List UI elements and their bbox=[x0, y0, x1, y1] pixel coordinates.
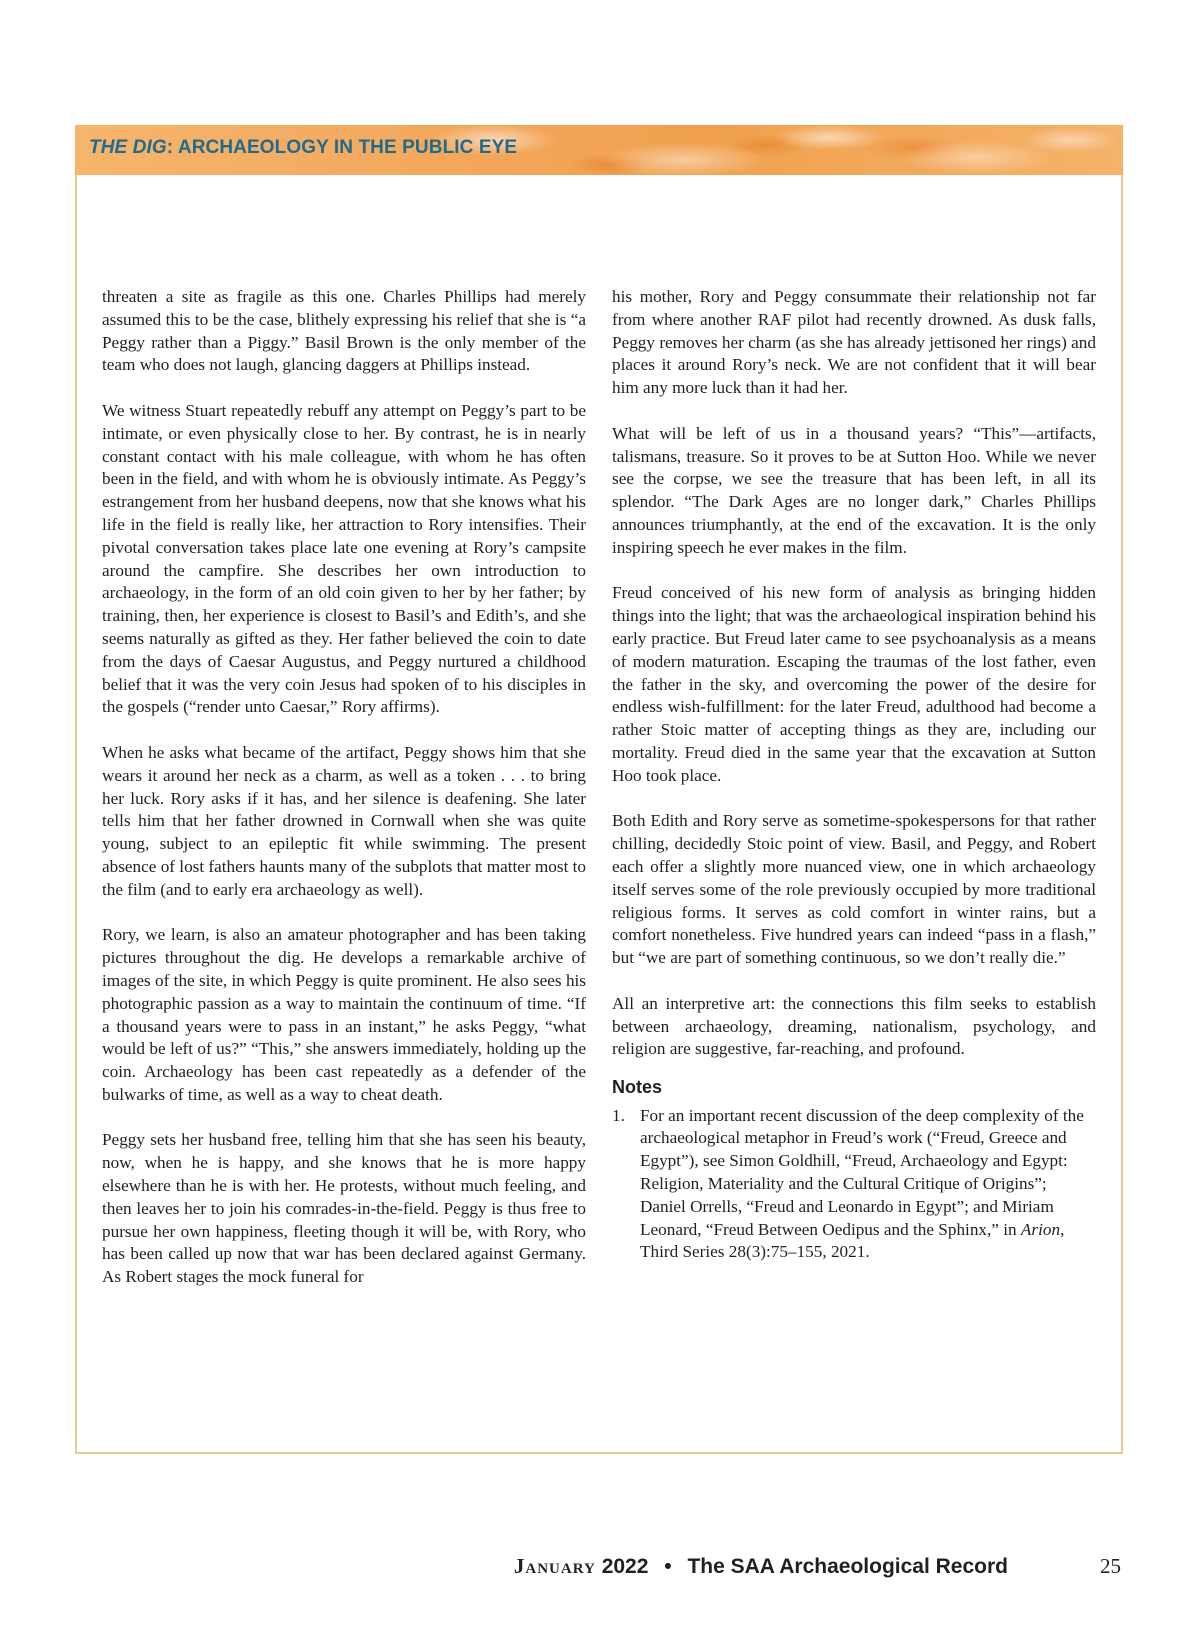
note-text-end: , Third Series 28(3):75–155, 2021. bbox=[640, 1219, 1065, 1262]
page-footer bbox=[514, 1554, 1008, 1579]
section-title-italic: THE DIG bbox=[89, 137, 167, 158]
footer-publication: The SAA Archaeological Record bbox=[687, 1555, 1008, 1578]
paragraph: All an interpretive art: the connections this film seeks to establish between archaeology, dreaming, nationalism, psychology, and religion are suggestive, far-reaching, and profound. bbox=[612, 993, 1096, 1059]
section-banner bbox=[75, 125, 1123, 175]
page-number: 25 bbox=[1100, 1554, 1121, 1578]
note-text-journal: Arion bbox=[1020, 1219, 1061, 1239]
paragraph: Peggy sets her husband free, telling him that she has seen his beauty, now, when he is happy, and she knows that he is more happy elsewhere than he is with her. He protests, without much feeling, and then leaves her to join his comrades-in-the-field. Peggy is thus free to pursue her own happiness, fleeting though it will be, with Rory, who has been called up now that war has been declared against Germany. As Robert stages the mock funeral for bbox=[102, 1130, 586, 1287]
paragraph: Rory, we learn, is also an amateur photographer and has been taking pictures throughout the dig. He develops a remarkable archive of images of the site, in which Peggy is quite prominent. He also sees his photographic passion as a way to maintain the continuum of time. “If a thousand years were to pass in an instant,” he asks Peggy, “what would be left of us?” “This,” she answers immediately, holding up the coin. Archaeology has been cast repeatedly as a defender of the bulwarks of time, as well as a way to cheat death. bbox=[102, 925, 586, 1104]
footer-month: January bbox=[513, 1554, 596, 1578]
footer-bullet: • bbox=[664, 1555, 672, 1578]
paragraph: his mother, Rory and Peggy consummate their relationship not far from where another RAF pilot had recently drowned. As dusk falls, Peggy removes her charm (as she has already jettisoned her rings) and places it around Rory’s neck. We are not confident that it will bear him any more luck than it had her. bbox=[612, 287, 1096, 398]
note-text bbox=[640, 1105, 1096, 1265]
right-column bbox=[612, 286, 1096, 1264]
paragraph: We witness Stuart repeatedly rebuff any attempt on Peggy’s part to be intimate, or even physically close to her. By contrast, he is in nearly constant contact with his male colleague, with whom he has often been in the field, and with whom he is obviously intimate. As Peggy’s estrangement from her husband deepens, now that she knows what his life in the field is really like, her attraction to Rory intensifies. Their pivotal conversation takes place late one evening at Rory’s campsite around the campfire. She describes her own introduction to archaeology, in the form of an old coin given to her by her father; by training, then, her experience is closest to Basil’s and Edith’s, and she seems naturally as gifted as they. Her father believed the coin to date from the days of Caesar Augustus, and Peggy nurtured a childhood belief that it was the very coin Jesus had spoken of to his disciples in the gospels (“render unto Caesar,” Rory affirms). bbox=[102, 400, 586, 717]
note-text-start: For an important recent discussion of the deep complexity of the archaeological metaphor in Freud’s work (“Freud, Greece and Egypt”), see Simon Goldhill, “Freud, Archaeology and Egypt: Religion, Materiality and the Cultural Critique of Origins”; Daniel Orrells, “Freud and Leonardo in Egypt”; and Miriam Leonard, “Freud Between Oedipus and the Sphinx,” in bbox=[640, 1105, 1084, 1239]
left-column bbox=[102, 286, 586, 1312]
notes-heading: Notes bbox=[612, 1076, 663, 1097]
paragraph: Both Edith and Rory serve as sometime-spokespersons for that rather chilling, decidedly Stoic point of view. Basil, and Peggy, and Robert each offer a slightly more nuanced view, one in which archaeology itself serves some of the role previously occupied by more traditional religious forms. It serves as cold comfort in winter rains, but a comfort nonetheless. Five hundred years can indeed “pass in a flash,” but “we are part of something continuous, so we don’t really die.” bbox=[612, 811, 1096, 968]
paragraph: What will be left of us in a thousand years? “This”—artifacts, talismans, treasure. So it proves to be at Sutton Hoo. While we never see the corpse, we see the treasure that has been left, in all its splendor. “The Dark Ages are no longer dark,” Charles Phillips announces triumphantly, at the end of the excavation. It is the only inspiring speech he ever makes in the film. bbox=[612, 423, 1096, 557]
section-title-rest: : ARCHAEOLOGY IN THE PUBLIC EYE bbox=[166, 137, 518, 158]
note-item bbox=[612, 1105, 1096, 1265]
footer-year: 2022 bbox=[601, 1555, 649, 1578]
paragraph: Freud conceived of his new form of analysis as bringing hidden things into the light; that was the archaeological inspiration behind his early practice. But Freud later came to see psychoanalysis as a means of modern maturation. Escaping the traumas of the lost father, even the father in the sky, and overcoming the power of the desire for endless wish-fulfillment: for the later Freud, adulthood had become a rather Stoic matter of accepting things as they are, including our mortality. Freud died in the same year that the excavation at Sutton Hoo took place. bbox=[612, 583, 1096, 785]
paragraph: threaten a site as fragile as this one. Charles Phillips had merely assumed this to be the case, blithely expressing his relief that she is “a Peggy rather than a Piggy.” Basil Brown is the only member of the team who does not laugh, glancing daggers at Phillips instead. bbox=[102, 287, 586, 375]
note-number: 1. bbox=[612, 1105, 625, 1125]
section-title bbox=[89, 137, 517, 159]
paragraph: When he asks what became of the artifact, Peggy shows him that she wears it around her neck as a charm, as well as a token . . . to bring her luck. Rory asks if it has, and her silence is deafening. She later tells him that her father drowned in Cornwall when she was quite young, subject to an epileptic fit while swimming. The present absence of lost fathers haunts many of the subplots that matter most to the film (and to early era archaeology as well). bbox=[102, 742, 587, 899]
